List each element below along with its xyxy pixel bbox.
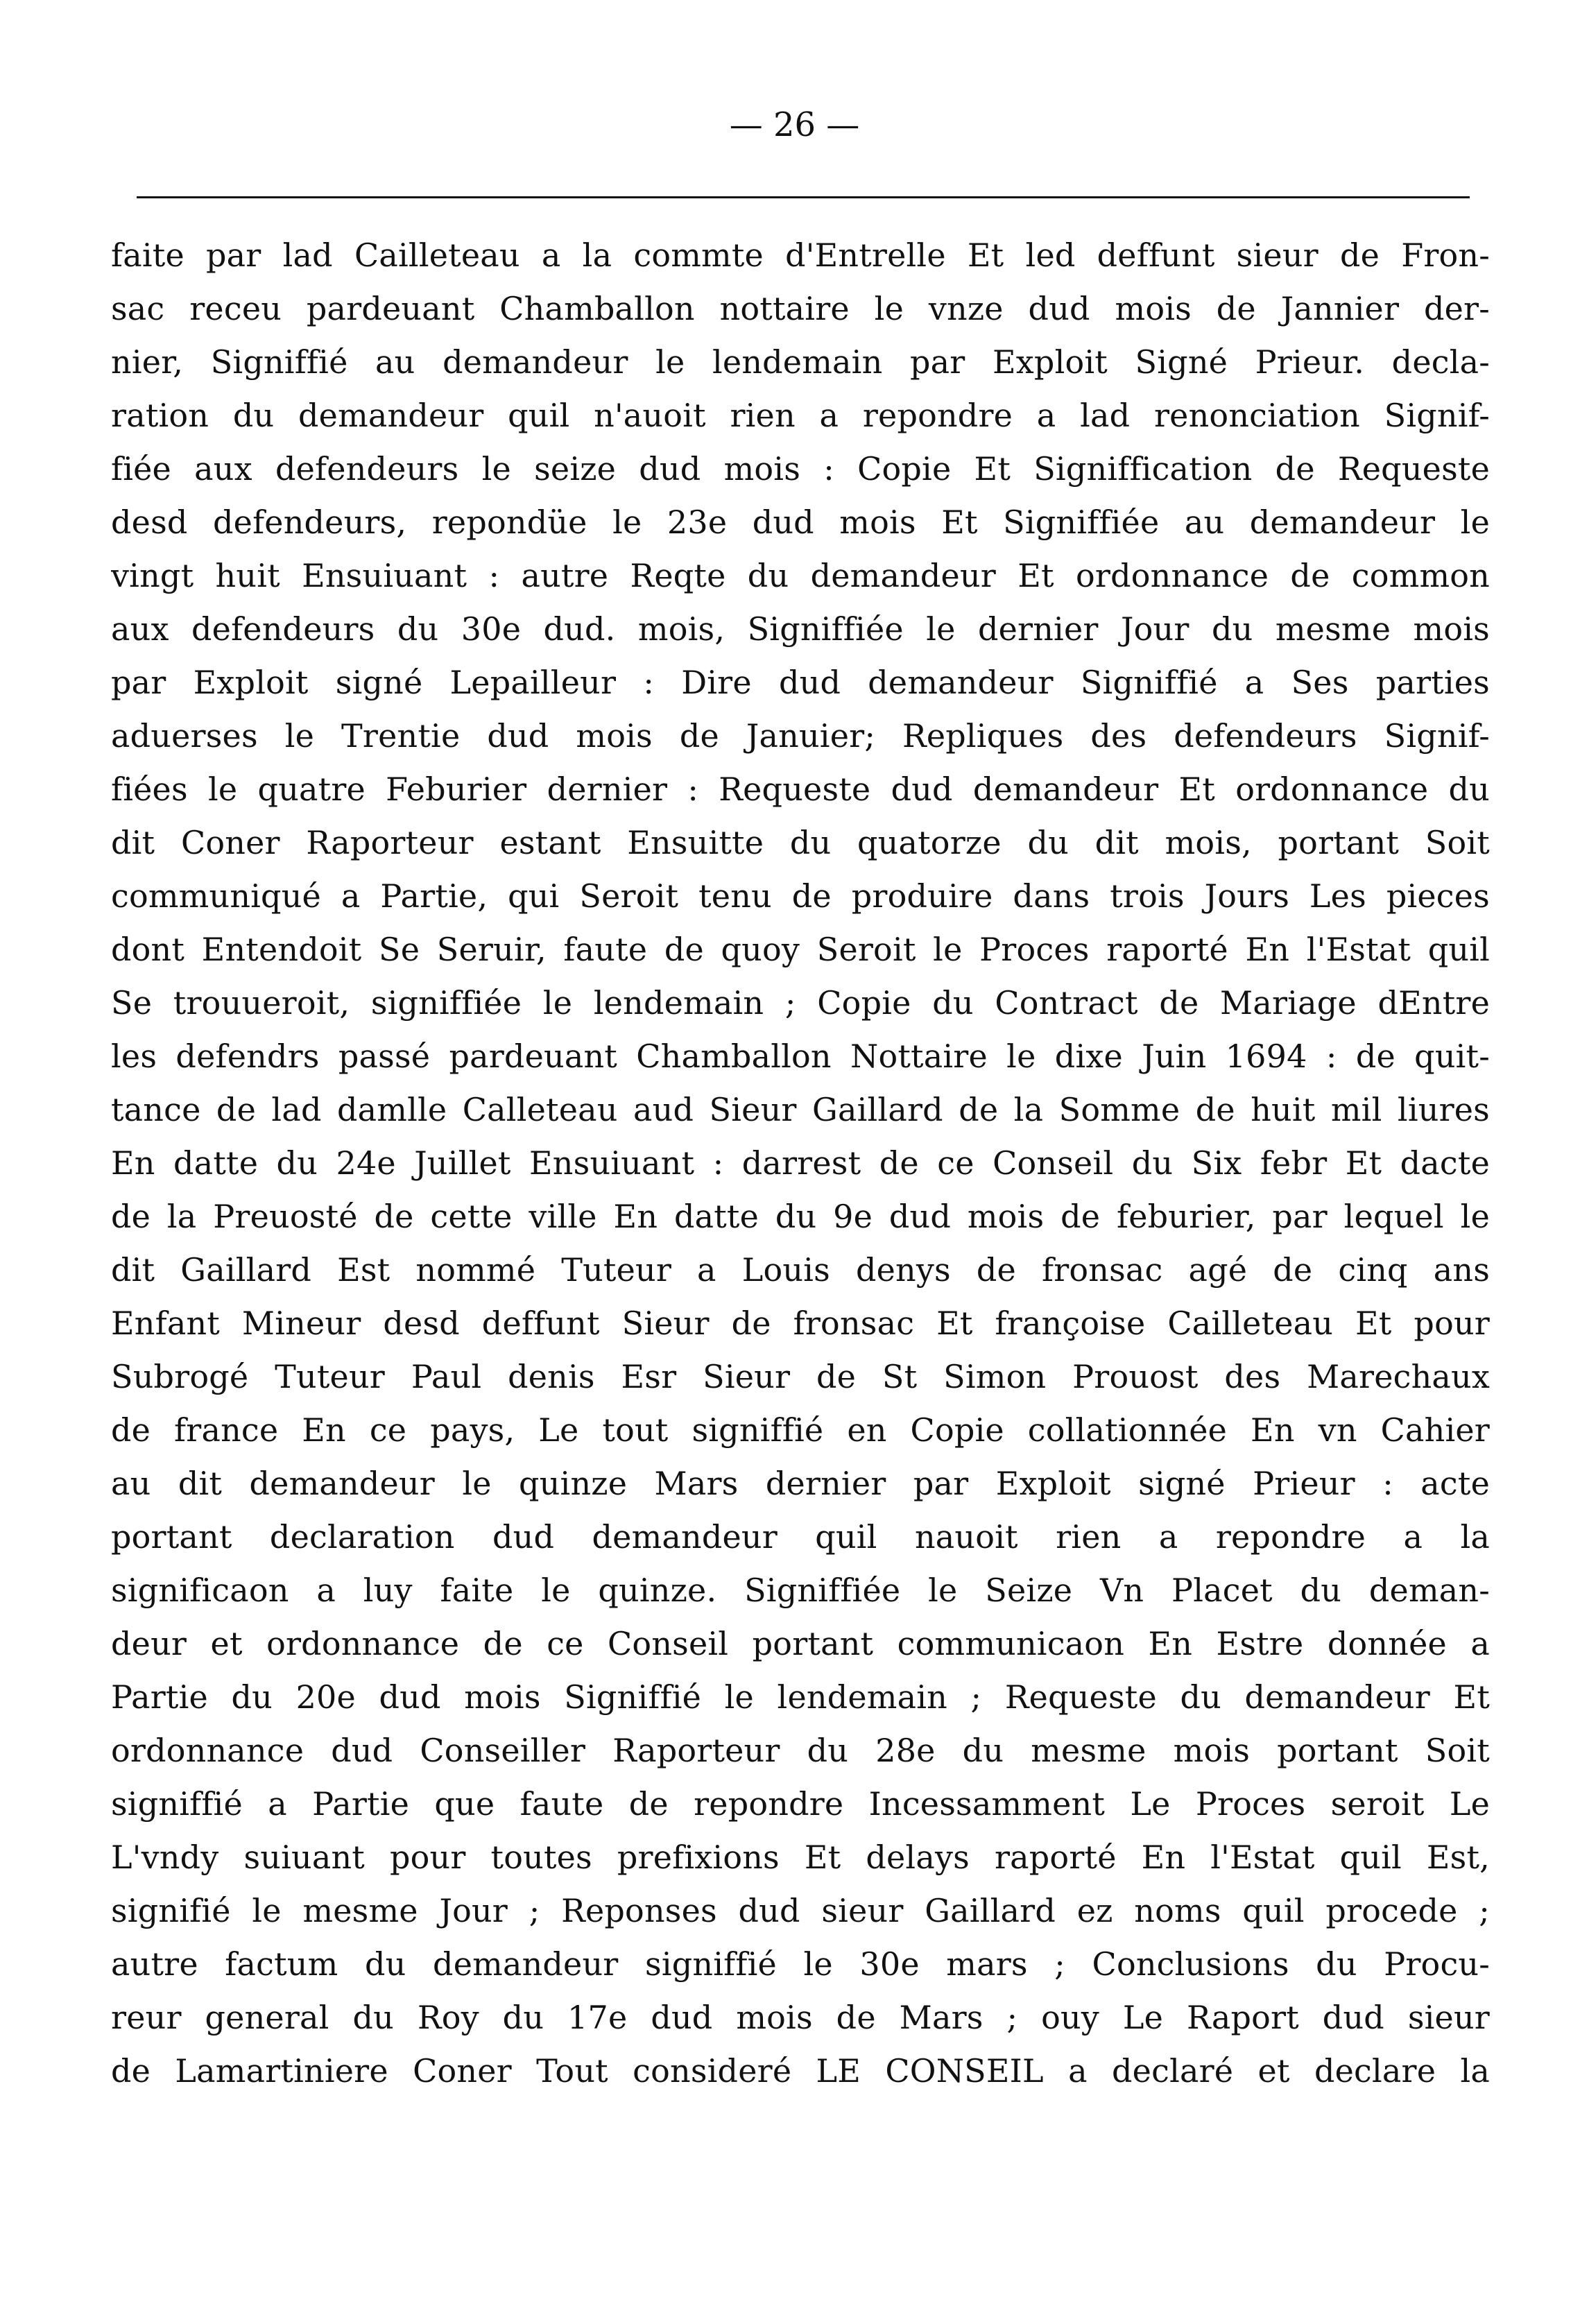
text-line: aux defendeurs du 30e dud. mois, Signiffiée le dernier Jour du mesme mois	[111, 610, 1490, 648]
text-line: faite par lad Cailleteau a la commte d'Entrelle Et led deffunt sieur de Fron-	[111, 236, 1490, 274]
text-line: portant declaration dud demandeur quil nauoit rien a repondre a la	[111, 1518, 1490, 1556]
text-line: desd defendeurs, repondüe le 23e dud mois Et Signiffiée au demandeur le	[111, 503, 1490, 541]
text-line: signifié le mesme Jour ; Reponses dud sieur Gaillard ez noms quil procede ;	[111, 1892, 1490, 1929]
text-line: par Exploit signé Lepailleur : Dire dud demandeur Signiffié a Ses parties	[111, 664, 1490, 701]
text-line: Enfant Mineur desd deffunt Sieur de fronsac Et françoise Cailleteau Et pour	[111, 1305, 1490, 1342]
text-line: tance de lad damlle Calleteau aud Sieur Gaillard de la Somme de huit mil liures	[111, 1091, 1490, 1128]
text-line: reur general du Roy du 17e dud mois de Mars ; ouy Le Raport dud sieur	[111, 1999, 1490, 2036]
text-line: dit Gaillard Est nommé Tuteur a Louis denys de fronsac agé de cinq ans	[111, 1251, 1490, 1289]
text-line: signiffié a Partie que faute de repondre Incessamment Le Proces seroit Le	[111, 1785, 1490, 1823]
text-line: deur et ordonnance de ce Conseil portant communicaon En Estre donnée a	[111, 1625, 1490, 1662]
text-line: sac receu pardeuant Chamballon nottaire le vnze dud mois de Jannier der-	[111, 290, 1490, 327]
text-line: L'vndy suiuant pour toutes prefixions Et delays raporté En l'Estat quil Est,	[111, 1839, 1490, 1876]
text-line: vingt huit Ensuiuant : autre Reqte du demandeur Et ordonnance de common	[111, 557, 1490, 594]
text-line: significaon a luy faite le quinze. Signiffiée le Seize Vn Placet du deman-	[111, 1572, 1490, 1609]
text-line: dit Coner Raporteur estant Ensuitte du quatorze du dit mois, portant Soit	[111, 824, 1490, 861]
text-line: nier, Signiffié au demandeur le lendemain par Exploit Signé Prieur. decla-	[111, 343, 1490, 381]
text-line: autre factum du demandeur signiffié le 30e mars ; Conclusions du Procu-	[111, 1945, 1490, 1983]
text-line: de Lamartiniere Coner Tout consideré LE CONSEIL a declaré et declare la	[111, 2052, 1490, 2090]
header-rule	[137, 196, 1470, 198]
page-number: — 26 —	[729, 105, 860, 144]
text-line: au dit demandeur le quinze Mars dernier par Exploit signé Prieur : acte	[111, 1465, 1490, 1502]
text-line: En datte du 24e Juillet Ensuiuant : darrest de ce Conseil du Six febr Et dacte	[111, 1144, 1490, 1182]
text-line: les defendrs passé pardeuant Chamballon Nottaire le dixe Juin 1694 : de quit-	[111, 1038, 1490, 1075]
text-line: dont Entendoit Se Seruir, faute de quoy Seroit le Proces raporté En l'Estat quil	[111, 931, 1490, 968]
text-line: de france En ce pays, Le tout signiffié en Copie collationnée En vn Cahier	[111, 1411, 1490, 1449]
text-line: ordonnance dud Conseiller Raporteur du 28e du mesme mois portant Soit	[111, 1732, 1490, 1769]
text-line: fiées le quatre Feburier dernier : Requeste dud demandeur Et ordonnance du	[111, 771, 1490, 808]
text-line: communiqué a Partie, qui Seroit tenu de produire dans trois Jours Les pieces	[111, 877, 1490, 915]
body-text	[111, 229, 1490, 2098]
text-line: Se trouueroit, signiffiée le lendemain ; Copie du Contract de Mariage dEntre	[111, 984, 1490, 1022]
text-line: de la Preuosté de cette ville En datte du 9e dud mois de feburier, par lequel le	[111, 1198, 1490, 1235]
text-line: aduerses le Trentie dud mois de Januier; Repliques des defendeurs Signif-	[111, 717, 1490, 755]
text-line: Partie du 20e dud mois Signiffié le lendemain ; Requeste du demandeur Et	[111, 1678, 1490, 1716]
text-line: fiée aux defendeurs le seize dud mois : Copie Et Signiffication de Requeste	[111, 450, 1490, 488]
text-line: ration du demandeur quil n'auoit rien a repondre a lad renonciation Signif-	[111, 397, 1490, 434]
text-line: Subrogé Tuteur Paul denis Esr Sieur de St Simon Prouost des Marechaux	[111, 1358, 1490, 1395]
